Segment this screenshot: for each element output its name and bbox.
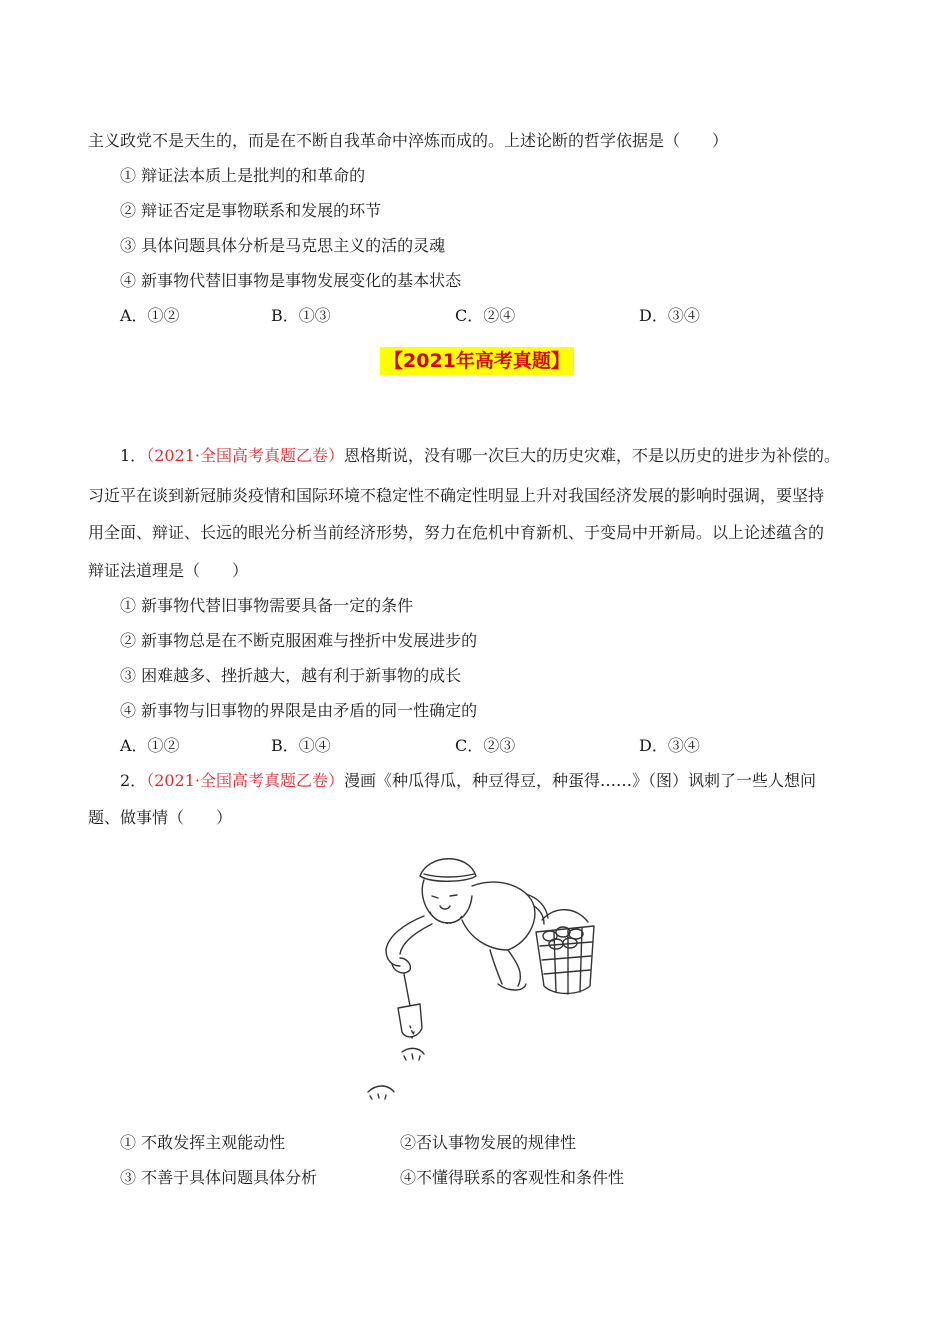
statement-item: ③ 具体问题具体分析是马克思主义的活的灵魂 <box>120 236 446 255</box>
question-stem: 辩证法道理是（ ） <box>88 561 249 580</box>
question-stem: 习近平在谈到新冠肺炎疫情和国际环境不稳定性不确定性明显上升对我国经济发展的影响时强调，要坚持 <box>88 486 825 505</box>
choice-b: B．①④ <box>271 736 331 755</box>
choice-d: D．③④ <box>639 306 700 325</box>
question-2-first-line <box>120 771 816 791</box>
statement-item: ②否认事物发展的规律性 <box>400 1133 577 1152</box>
question-number: 2． <box>120 771 147 790</box>
statement-item: ④ 新事物与旧事物的界限是由矛盾的同一性确定的 <box>120 701 478 720</box>
statement-item: ① 不敢发挥主观能动性 <box>120 1133 286 1152</box>
statement-item: ① 辩证法本质上是批判的和革命的 <box>120 166 366 185</box>
choice-a: A．①② <box>120 736 180 755</box>
statement-item: ④不懂得联系的客观性和条件性 <box>400 1168 625 1187</box>
statement-item: ③ 不善于具体问题具体分析 <box>120 1168 318 1187</box>
choice-c: C．②④ <box>455 306 516 325</box>
choice-a: A．①② <box>120 306 180 325</box>
section-title: 【2021年高考真题】 <box>380 347 574 375</box>
statement-item: ② 新事物总是在不断克服困难与挫折中发展进步的 <box>120 631 478 650</box>
statement-item: ② 辩证否定是事物联系和发展的环节 <box>120 201 382 220</box>
question-stem-tail: 主义政党不是天生的，而是在不断自我革命中淬炼而成的。上述论断的哲学依据是（ ） <box>88 131 729 150</box>
question-stem: 恩格斯说，没有哪一次巨大的历史灾难，不是以历史的进步为补偿的。 <box>344 446 841 465</box>
choice-c: C．②③ <box>455 736 516 755</box>
cartoon-illustration <box>358 846 618 1108</box>
question-source: （2021·全国高考真题乙卷） <box>146 446 344 465</box>
statement-item: ③ 困难越多、挫折越大，越有利于新事物的成长 <box>120 666 462 685</box>
question-stem: 题、做事情（ ） <box>88 808 233 827</box>
statement-item: ① 新事物代替旧事物需要具备一定的条件 <box>120 596 414 615</box>
choice-d: D．③④ <box>639 736 700 755</box>
choice-b: B．①③ <box>271 306 331 325</box>
statement-item: ④ 新事物代替旧事物是事物发展变化的基本状态 <box>120 271 462 290</box>
question-1-first-line <box>120 446 840 466</box>
question-stem: 漫画《种瓜得瓜，种豆得豆，种蛋得……》（图）讽刺了一些人想问 <box>344 771 817 790</box>
question-stem: 用全面、辩证、长远的眼光分析当前经济形势，努力在危机中育新机、于变局中开新局。以上论述蕴含的 <box>88 523 825 542</box>
question-number: 1． <box>120 446 147 465</box>
question-source: （2021·全国高考真题乙卷） <box>146 771 344 790</box>
